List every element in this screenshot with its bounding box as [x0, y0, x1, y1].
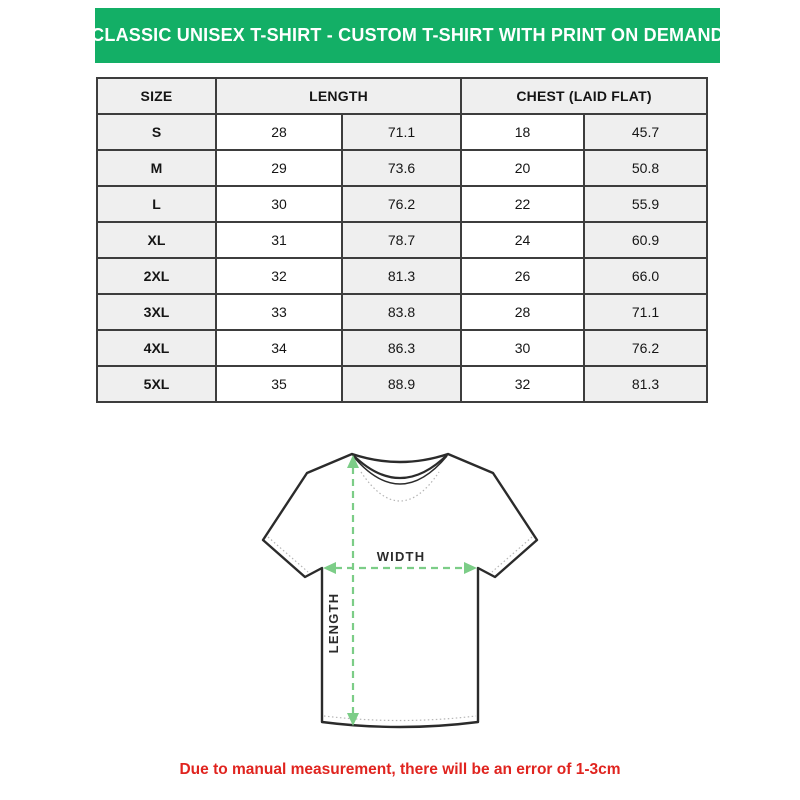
table-row: [97, 222, 707, 258]
length-cm-cell: 76.2: [342, 186, 461, 222]
size-cell: 3XL: [97, 294, 216, 330]
size-cell: L: [97, 186, 216, 222]
chest-cm-cell: 81.3: [584, 366, 707, 402]
chest-in-cell: 24: [461, 222, 584, 258]
size-cell: 4XL: [97, 330, 216, 366]
size-chart-table: [96, 77, 708, 403]
chest-cm-cell: 45.7: [584, 114, 707, 150]
length-in-cell: 30: [216, 186, 342, 222]
length-cm-cell: 73.6: [342, 150, 461, 186]
chest-cm-cell: 50.8: [584, 150, 707, 186]
header-length: LENGTH: [216, 78, 461, 114]
length-label: LENGTH: [326, 592, 341, 654]
table-row: [97, 114, 707, 150]
title-banner: [91, 8, 724, 63]
page-title: CLASSIC UNISEX T-SHIRT - CUSTOM T-SHIRT WITH PRINT ON DEMAND: [91, 25, 724, 45]
tshirt-measurement-diagram: [240, 440, 560, 760]
size-cell: XL: [97, 222, 216, 258]
length-in-cell: 34: [216, 330, 342, 366]
table-row: [97, 366, 707, 402]
chest-in-cell: 30: [461, 330, 584, 366]
chest-in-cell: 20: [461, 150, 584, 186]
length-in-cell: 32: [216, 258, 342, 294]
length-cm-cell: 81.3: [342, 258, 461, 294]
table-row: [97, 258, 707, 294]
chest-cm-cell: 66.0: [584, 258, 707, 294]
width-label: WIDTH: [376, 549, 426, 564]
length-in-cell: 35: [216, 366, 342, 402]
chest-in-cell: 32: [461, 366, 584, 402]
length-in-cell: 28: [216, 114, 342, 150]
length-cm-cell: 86.3: [342, 330, 461, 366]
header-chest: CHEST (LAID FLAT): [461, 78, 707, 114]
table-row: [97, 186, 707, 222]
size-cell: M: [97, 150, 216, 186]
table-row: [97, 294, 707, 330]
length-cm-cell: 78.7: [342, 222, 461, 258]
chest-cm-cell: 60.9: [584, 222, 707, 258]
length-in-cell: 33: [216, 294, 342, 330]
length-in-cell: 31: [216, 222, 342, 258]
size-cell: S: [97, 114, 216, 150]
chest-cm-cell: 55.9: [584, 186, 707, 222]
chest-cm-cell: 76.2: [584, 330, 707, 366]
chest-in-cell: 18: [461, 114, 584, 150]
length-in-cell: 29: [216, 150, 342, 186]
chest-in-cell: 26: [461, 258, 584, 294]
length-cm-cell: 88.9: [342, 366, 461, 402]
chest-in-cell: 22: [461, 186, 584, 222]
header-size: SIZE: [97, 78, 216, 114]
table-row: [97, 150, 707, 186]
chest-cm-cell: 71.1: [584, 294, 707, 330]
measurement-note: Due to manual measurement, there will be an error of 1-3cm: [179, 761, 621, 778]
length-cm-cell: 71.1: [342, 114, 461, 150]
chest-in-cell: 28: [461, 294, 584, 330]
table-row: [97, 330, 707, 366]
length-cm-cell: 83.8: [342, 294, 461, 330]
tshirt-outline: [263, 454, 537, 727]
table-header-row: [97, 78, 707, 114]
size-cell: 5XL: [97, 366, 216, 402]
size-cell: 2XL: [97, 258, 216, 294]
